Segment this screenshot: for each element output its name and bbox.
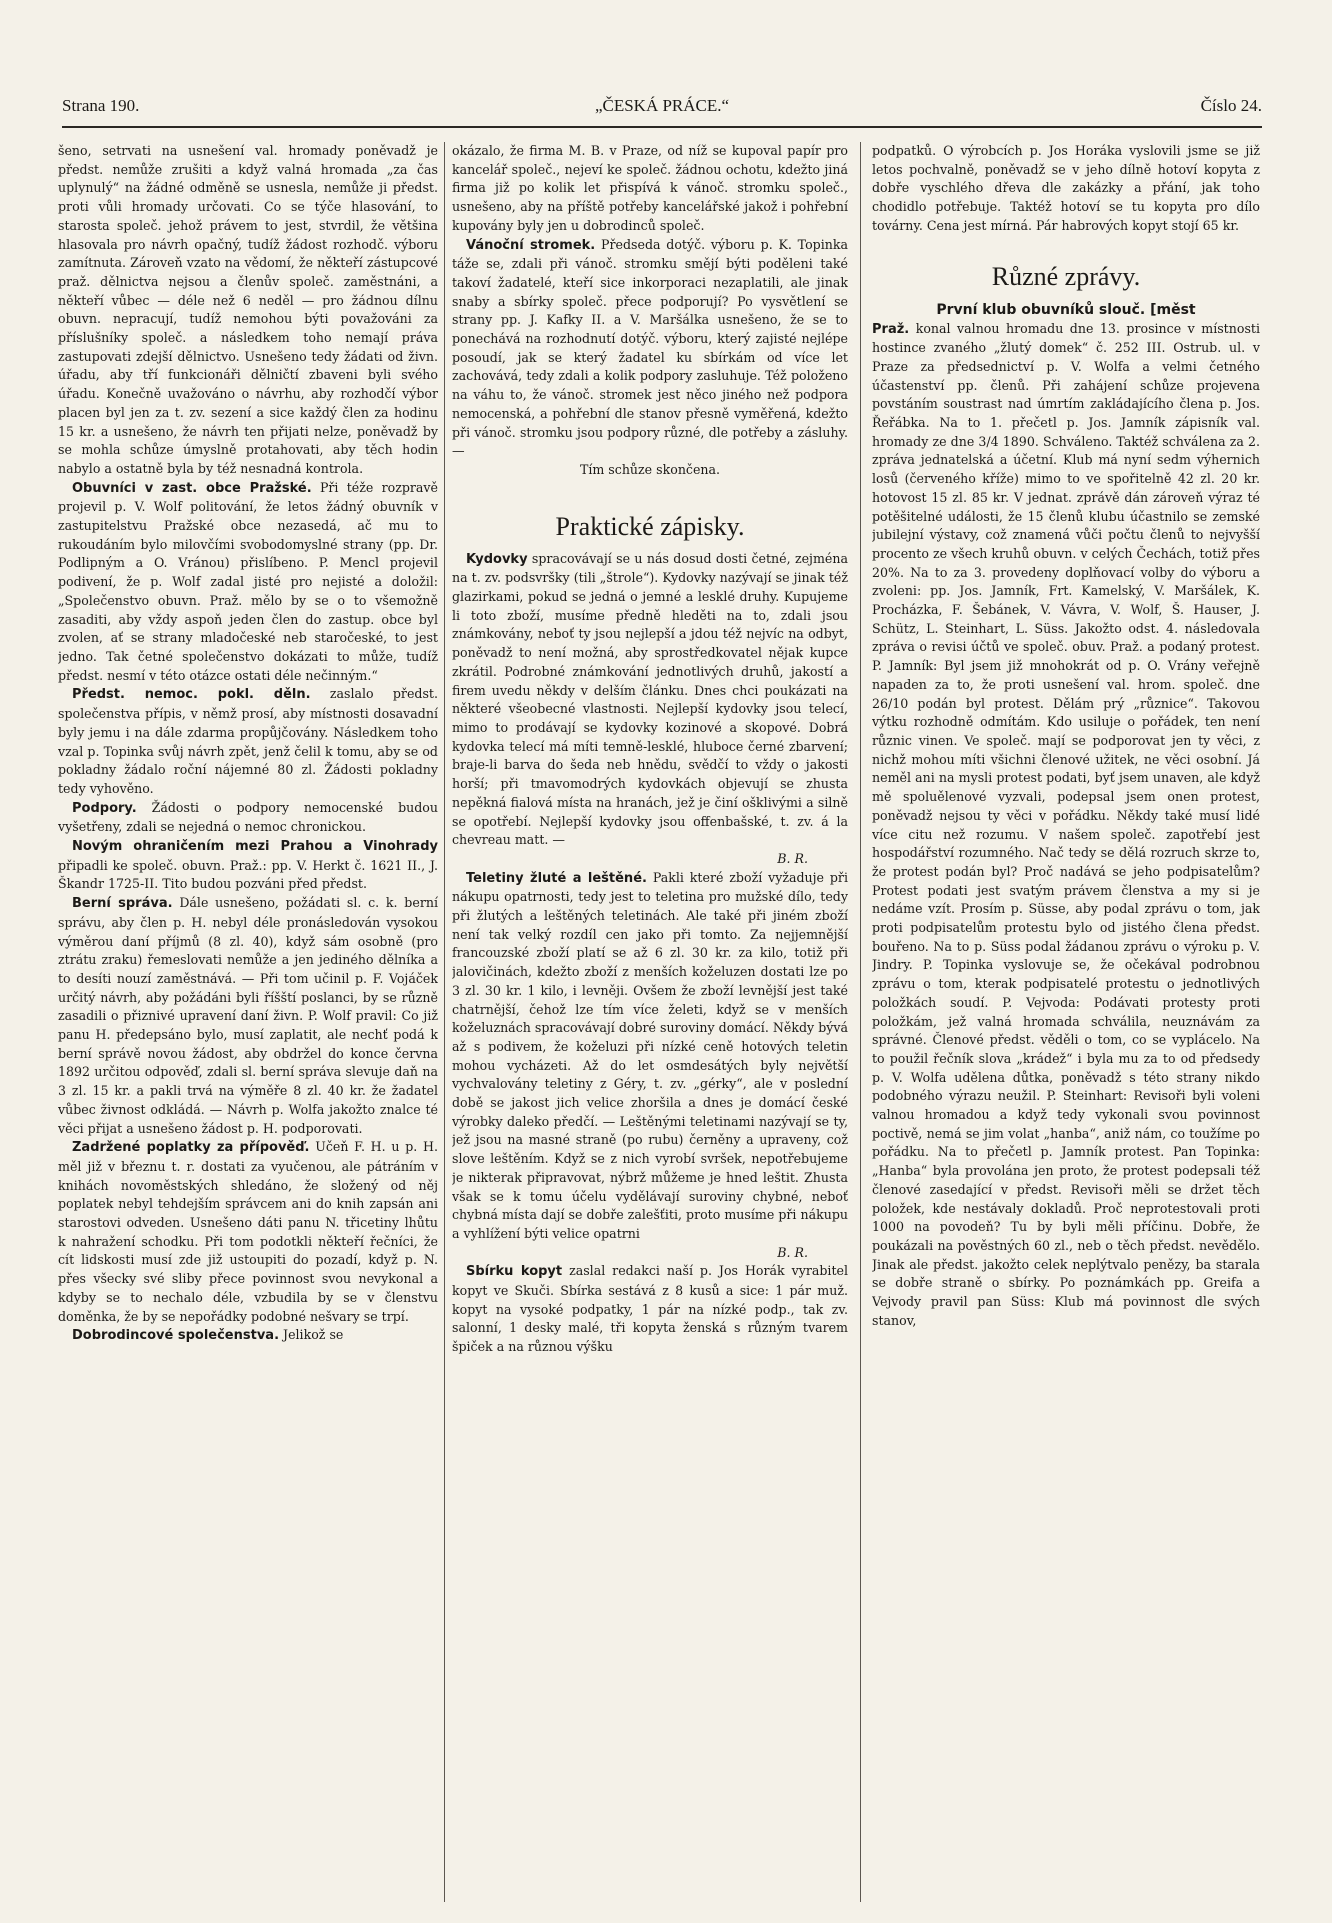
article-paragraph bbox=[452, 236, 848, 461]
item-heading: Zadržené poplatky za přípověď. bbox=[72, 1140, 310, 1156]
article-paragraph bbox=[58, 799, 438, 837]
item-text: Předseda dotýč. výboru p. K. Topinka táže se, zdali při vánoč. stromku smějí býti poděleni také takoví žadatelé, kteří sice inkorporaci nezaplatili, ale jinak snaby a sbírky společ. přece podporují? Po vysvětlení se strany pp. J. Kafky II. a V. Maršálka usnešeno, že se to ponechává na rozhodnutí dotýč. výboru, který zajisté nejlépe posoudí, jak se který žadatel ku sbírkám od více let zachovává, tedy zdali a kolik podpory zasluhuje. Též položeno na váhu to, že vánoč. stromek jest něco jiného než podpora nemocenská, a pohřební dle stanov přesně vyměřená, kdežto při vánoč. stromku jsou podpory různé, dle potřeby a zásluhy. — bbox=[452, 236, 848, 459]
section-title-ruzne-zpravy: Různé zprávy. bbox=[991, 261, 1141, 291]
item-text: Jelikož se bbox=[283, 1327, 344, 1343]
item-heading: Novým ohraničením mezi Prahou a Vinohrady bbox=[72, 839, 438, 855]
item-heading: Dobrodincové společenstva. bbox=[72, 1328, 280, 1344]
article-paragraph bbox=[452, 550, 848, 850]
item-text: Pakli které zboží vyžaduje při nákupu opatrnosti, tedy jest to teletina pro mužské dílo, tedy při žlutých a leštěných teletinách. Ale také při jiném zboží není tak velký rozdíl cen jako při tomto. Za nejjemnější francouzské zboží platí se až 6 zl. 30 kr. za kilo, totiž při jalovičinách, kdežto zboží z menších koželuzen dostati lze po 3 zl. 30 kr. 1 kilo, i levněji. Ovšem že zboží levnější jest také chatrnější, čehož lze tím více želeti, když se v menších koželuznách spracovávají dobré suroviny domácí. Někdy bývá až s podivem, že koželuzi při nízké ceně hotových teletin mohou vycházeti. Až do let osmdesátých byly největší vychvalovány teletiny z Géry, t. zv. „gérky“, ale v poslední době se jakost jich velice zhoršila a dnes je domácí české výrobky daleko předčí. — Leštěnými teletinami nazývají se ty, jež jsou na masné straně (po rubu) černěny a upraveny, což slove leštěním. Když se z nich vyrobí svršek, nepotřebujeme je nikterak připravovat, nýbrž můžeme je hned leštit. Zhusta však se k tomu účelu vydělávají suroviny chybné, neboť chybná místa dají se dobře zalešťiti, proto musíme při nákupu a vyhlížení býti velice opatrni bbox=[452, 869, 848, 1241]
item-heading: Berní správa. bbox=[72, 896, 173, 912]
item-text: Při téže rozpravě projevil p. V. Wolf politování, že letos žádný obuvník v zastupitelstvu Pražské obce nezasedá, ač mu to rukoudáním bylo milovčími svobodomyslné strany (pp. Dr. Podlipným a O. Vránou) přislíbeno. P. Mencl projevil podivení, že p. Wolf zadal jisté pro nejisté a doložil: „Společenstvo obuvn. Praž. mělo by se o to všemožně zasaditi, aby vždy aspoň jeden člen do zastup. obce byl zvolen, ať se strany mladočeské neb staročeské, to jest jedno. Tak četné společenstvo dokázati to může, tudíž předst. nesmí v této otázce ostati déle nečinným.“ bbox=[58, 479, 438, 683]
item-heading: Podpory. bbox=[72, 800, 137, 816]
article-paragraph bbox=[58, 1138, 438, 1326]
article-paragraph bbox=[452, 869, 848, 1244]
column-2 bbox=[452, 142, 848, 1902]
author-signature: B. R. bbox=[777, 850, 808, 866]
item-heading: Teletiny žluté a leštěné. bbox=[466, 870, 647, 886]
article-paragraph bbox=[452, 1262, 848, 1357]
article-paragraph bbox=[58, 1326, 438, 1346]
article-paragraph bbox=[58, 479, 438, 686]
item-heading: Vánoční stromek. bbox=[466, 237, 596, 253]
page-header bbox=[62, 92, 1262, 122]
column-3 bbox=[872, 142, 1260, 1902]
item-text: konal valnou hromadu dne 13. prosince v místnosti hostince zvaného „žlutý domek“ č. 252 III. Ostrub. ul. v Praze za předsednictví p. V. Wolfa a velmi četného účastenství pp. členů. Při zahájení schůze projevena povstáním soustrast nad úmrtím zakládajícího člena p. Jos. Řeřábka. Na to 1. přečetl p. Jos. Jamník zápisník val. hromady ze dne 3/4 1890. Schváleno. Taktéž schválena za 2. zpráva jednatelská a účetní. Klub má nyní sedm výhernich losů (červeného kříže) mimo to ve spořitelně 42 zl. 20 kr. hotovost 15 zl. 85 kr. V jednat. zprávě dán zároveň výraz té potěšitelné události, že 15 členů klubu účastnilo se zemské jubilejní výstavy, což znamená vůči počtu členů to nejvyšší procento ze všech kruhů obuvn. v celých Čechách, totiž přes 20%. Na to za 3. provedeny doplňovací volby do výboru a zvoleni: pp. Jos. Jamník, Frt. Kamelský, V. Maršálek, K. Procházka, F. Šebánek, V. Vávra, V. Wolf, Š. Hauser, J. Schütz, L. Steinhart, L. Süss. Jakožto odst. 4. následovala zpráva o revisi účtů ve společ. obuv. Praž. a podaný protest. P. Jamník: Byl jsem již mnohokrát od p. O. Vrány veřejně napaden za to, že proti usnešení val. hrom. společ. dne 26/10 podán byl protest. Dělám prý „různice“. Takovou výtku rozhodně odmítám. Kdo usiluje o pořádek, ten není různic vinen. Ve společ. mají se podporovat jen ty věci, z nichž mohou míti všichni členové užitek, ne věci osobní. Já neměl ani na mysli protest podati, byť jsem unaven, ale když mě spoluělenové vyzvali, podepsal jsem onen protest, poněvadž nejsou ty věci v pořádku. Někdy také musí lidé více citu než rozumu. V našem společ. zapotřebí jest hospodářství rozumného. Nač tedy se dělá rozruch skrze to, že protest podán byl? Proč nadává se jeho podpisatelům? Protest podati jest svatým právem členstva a my si je nedáme vzít. Prosím p. Süsse, aby podal zprávu o tom, jak proti podpisatelům protestu bylo od jistého člena předst. bouřeno. Na to p. Süss podal žádanou zprávu o výroku p. V. Jindry. P. Topinka vyslovuje se, že očekával podrobnou zprávu o tom, kterak podpisatelé protestu o jednotlivých položkách soudí. P. Vejvoda: Podávati protesty proti položkám, jež valná hromada schválila, neuznávám za správné. Členové předst. věděli o tom, co se vyplácelo. Na to použil řečník slova „krádež“ i byla mu za to od předsedy p. V. Wolfa udělena důtka, poněvadž s této strany nikdo podobného výrazu neužil. P. Steinhart: Revisoři byli voleni valnou hromadou a když tedy vykonali svou povinnost poctivě, nemá se jim volat „hanba“, aniž nám, co toužíme po pořádku. Na to přečetl p. Jamník protest. Pan Topinka: „Hanba“ byla provolána jen proto, že protest podepsali též členové zasedající v předst. Revisoři měli se držet těch položek, kde nestávaly dokladů. Proč neprotestovali proti 1000 na povodeň? Tu by byli měli příčinu. Dobře, že poukázali na pověstných 60 zl., neb o těch předst. nevědělo. Jinak ale předst. jakožto celek neplýtvalo penězy, ba starala se dobře straně o sbírky. Po poznámkách pp. Greifa a Vejvody pravil pan Süss: Klub má povinnost dle svých stanov, bbox=[872, 320, 1260, 1328]
item-heading: Kydovky bbox=[466, 551, 528, 567]
item-text: Žádosti o podpory nemocenské budou vyšetřeny, zdali se nejedná o nemoc chronickou. bbox=[58, 799, 438, 835]
article-paragraph bbox=[58, 894, 438, 1138]
item-heading: Obuvníci v zast. obce Pražské. bbox=[72, 480, 312, 496]
item-text: zaslal redakci naší p. Jos Horák vyrabitel kopyt ve Skuči. Sbírka sestává z 8 kusů a sice: 1 pár muž. kopyt na vysoké podpatky, 1 pár na nízké podp., tak zv. salonní, 1 desky malé, tři kopyta ženská s různým tvarem špiček a na různou výšku bbox=[452, 1263, 848, 1355]
column-1 bbox=[58, 142, 438, 1902]
article-paragraph: šeno, setrvati na usnešení val. hromady poněvadž je předst. nemůže zrušiti a když valná hromada „za čas uplynulý“ na žádné odměně se usnesla, nemůže ji předst. proti vůli hromady určovati. Co se týče hlasování, to starosta společ. jehož právem to jest, stvrdil, že většina hlasovala pro návrh opačný, tudíž žádost rozhodč. výboru zamítnuta. Zároveň vzato na vědomí, že někteří zástupcové praž. dělnictva nejsou a členův společ. zaměstnáni, a někteří vůbec — déle než 6 neděl — pro žádnou dílnu obuvn. nepracují, tudíž nemohou býti považováni za příslušníky společ. a následkem toho nemají práva zastupovati zdejší dělnictvo. Usnešeno tedy žádati od živn. úřadu, aby tří funkcionáři dělničtí zbaveni byli svého úřadu. Konečně uvažováno o návrhu, aby rozhodčí výbor placen byl jen za t. zv. sezení a sice každý člen za hodinu 15 kr. a usnešeno, že návrh ten přijati nelze, poněvadž by se mohla schůze úmyslně protahovati, aby těch hodin nabylo a ostatně byla by též nesnadná kontrola. bbox=[58, 143, 438, 476]
column-divider-2 bbox=[860, 142, 861, 1902]
page-number: Strana 190. bbox=[62, 96, 140, 115]
issue-number: Číslo 24. bbox=[1200, 96, 1262, 115]
item-heading: Praž. bbox=[872, 321, 910, 337]
item-text: připadli ke společ. obuvn. Praž.: pp. V. Herkt č. 1621 II., J. Škandr 1725-II. Tito budou pozváni před předst. bbox=[58, 857, 438, 892]
article-paragraph bbox=[58, 685, 438, 798]
article-subtitle: První klub obuvníků slouč. [měst bbox=[936, 301, 1196, 318]
article-paragraph: okázalo, že firma M. B. v Praze, od níž se kupoval papír pro kancelář společ., nejeví ke společ. žádnou ochotu, kdežto jiná firma již po kolik let přispívá k vánoč. stromku společ., usnešeno, aby na příště potřeby kancelářské jakož i pohřební kupovány byly jen u dobrodinců společ. bbox=[452, 143, 848, 233]
item-text: spracovávají se u nás dosud dosti četné, zejména na t. zv. podsvršky (tili „štrole“). Kydovky nazývají se jinak též glazirkami, pokud se jedná o jemné a lesklé druhy. Kupujeme li toto zboží, musíme předně hleděti na to, zdali jsou známkovány, neboť ty jsou nejlepší a jdou též nejvíc na odbyt, poněvadž to není možná, aby sprostředkovatel nějak kupce zkrátil. Podrobné známkování jednotlivých druhů, jakostí a firem uvedu někdy v delším článku. Dnes chci poukázati na některé všeobecné vlastnosti. Nejlepší kydovky jsou telecí, mimo to prodávají se kydovky kozinové a skopové. Dobrá kydovka telecí má míti temně-lesklé, hluboce černé zbarvení; braje-li barva do šeda neb hnědu, svědčí to vždy o jakosti horší; při tmavomodrých kydovkách objevují se zhusta nepěkná fialová místa na hranách, jež je činí ošklivými a silně se opotřebí. Nejlepší kydovky jsou offenbašské, t. zv. á la chevreau matt. — bbox=[452, 550, 848, 848]
item-text: zaslalo předst. společenstva přípis, v němž prosí, aby místnosti dosavadní byly jemu i na dále zdarma propůjčovány. Následkem toho vzal p. Topinka svůj návrh zpět, jenž čelil k tomu, aby se od pokladny žádalo roční nájemné 80 zl. Žádosti pokladny tedy vyhověno. bbox=[58, 686, 438, 796]
masthead-title: „ČESKÁ PRÁCE.“ bbox=[594, 96, 730, 115]
item-heading: Sbírku kopyt bbox=[466, 1264, 563, 1280]
section-title-prakticke-zapisky: Praktické zápisky. bbox=[555, 511, 745, 541]
article-paragraph: podpatků. O výrobcích p. Jos Horáka vyslovili jsme se již letos pochvalně, poněvadž se v jeho dílně hotoví kopyta z dobře vyschlého dřeva dle zakázky a přání, jak toho chodidlo potřebuje. Taktéž hotoví se tu kopyta pro dílo továrny. Cena jest mírná. Pár habrových kopyt stojí 65 kr. bbox=[872, 143, 1260, 233]
item-text: Dále usnešeno, požádati sl. c. k. berní správu, aby člen p. H. nebyl déle pronásledován vysokou výměrou daní příjmů (8 zl. 40), když sám osobně (pro ztrátu zraku) řemeslovati nemůže a jen jediného dělníka a to desíti nouzí zaměstnává. — Při tom učinil p. F. Vojáček určitý návrh, aby požádáni byli říšští poslanci, by se různě zasadili o přiznivé upravení daní živn. P. Wolf pravil: Co již panu H. předepsáno bylo, musí zaplatit, ale nechť podá k berní správě novou žádost, aby obdržel do konce června 1892 určitou odpověď, zdali sl. berní správa slevuje daň na 3 zl. 15 kr. a pakli trvá na výměře 8 zl. 40 kr. že žadatel vůbec živnost odkládá. — Návrh p. Wolfa jakožto znalce té věci přijat a usnešeno žádost p. H. podporovati. bbox=[58, 895, 438, 1136]
article-paragraph bbox=[58, 837, 438, 894]
column-divider-1 bbox=[444, 142, 445, 1902]
closing-line: Tím schůze skončena. bbox=[579, 461, 721, 477]
item-text: Učeň F. H. u p. H. měl již v březnu t. r. dostati za vyučenou, ale pátráním v knihách novoměstských shledáno, že složený od něj poplatek nebyl tehdejším správcem ani do knih zapsán ani starostovi odveden. Usnešeno dáti panu N. třicetiny lhůtu k nahražení schodku. Při tom podotkli někteří řečníci, že cít lidskosti musí zde již ustoupiti do pozadí, když p. N. přes všecky své sliby přece povinnost svou nevykonal a kdyby se to nechalo déle, vzbudila by se v členstvu doměnka, že by se nepořádky podobné nešvary se trpí. bbox=[58, 1139, 438, 1324]
header-rule bbox=[62, 126, 1262, 128]
author-signature: B. R. bbox=[777, 1244, 808, 1260]
article-paragraph bbox=[872, 320, 1260, 1331]
item-heading: Předst. nemoc. pokl. děln. bbox=[72, 687, 311, 703]
